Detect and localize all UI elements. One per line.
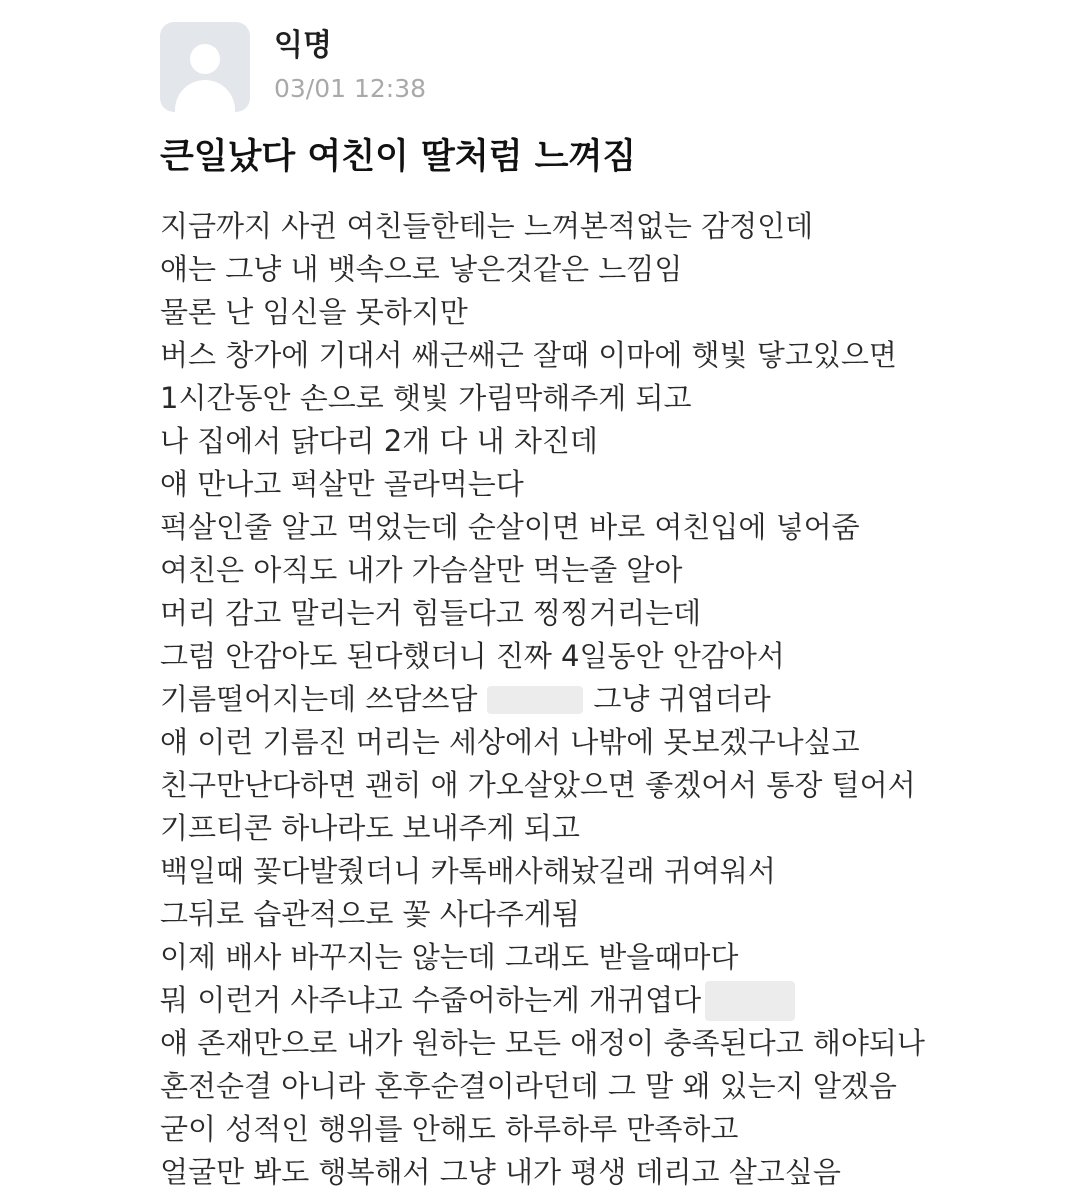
body-line-text: 백일때 꽃다발줬더니 카톡배사해놨길래 귀여워서 <box>160 854 776 888</box>
body-line <box>160 635 1060 678</box>
body-line-text: 그뒤로 습관적으로 꽃 사다주게됨 <box>160 897 580 931</box>
body-line-text: 버스 창가에 기대서 쌔근쌔근 잘때 이마에 햇빛 닿고있으면 <box>160 338 897 372</box>
avatar-placeholder-icon <box>190 44 220 74</box>
body-line-text: 친구만난다하면 괜히 애 가오살았으면 좋겠어서 통장 털어서 <box>160 768 916 802</box>
body-line-text: 굳이 성적인 행위를 안해도 하루하루 만족하고 <box>160 1112 739 1146</box>
avatar[interactable] <box>160 22 250 112</box>
body-line-text: 지금까지 사귄 여친들한테는 느껴본적없는 감정인데 <box>160 209 814 243</box>
author-name[interactable]: 익명 <box>274 28 332 63</box>
body-line-text: 퍽살인줄 알고 먹었는데 순살이면 바로 여친입에 넣어줌 <box>160 510 860 544</box>
avatar-silhouette <box>175 80 235 112</box>
body-line <box>160 420 1060 463</box>
body-line <box>160 721 1060 764</box>
body-line <box>160 334 1060 377</box>
blurred-emoticon <box>487 686 583 714</box>
body-line <box>160 549 1060 592</box>
body-line-text: 얘 만나고 퍽살만 골라먹는다 <box>160 467 524 501</box>
body-line <box>160 1022 1060 1065</box>
body-line <box>160 291 1060 334</box>
body-line <box>160 463 1060 506</box>
body-line-text: 이제 배사 바꾸지는 않는데 그래도 받을때마다 <box>160 940 739 974</box>
body-line-text: 얘는 그냥 내 뱃속으로 낳은것같은 느낌임 <box>160 252 683 286</box>
body-line <box>160 377 1060 420</box>
post-meta <box>274 22 426 106</box>
body-line-text: 물론 난 임신을 못하지만 <box>160 295 468 329</box>
body-line <box>160 1151 1060 1194</box>
body-line-text: 기름떨어지는데 쓰담쓰담 <box>160 682 478 716</box>
body-line <box>160 1108 1060 1151</box>
blurred-emoticon <box>705 981 795 1021</box>
body-line-text: 기프티콘 하나라도 보내주게 되고 <box>160 811 580 845</box>
post-header <box>160 22 426 112</box>
body-line-text: 뭐 이런거 사주냐고 수줍어하는게 개귀엽다 <box>160 983 702 1017</box>
body-line <box>160 248 1060 291</box>
body-line-text: 얼굴만 봐도 행복해서 그냥 내가 평생 데리고 살고싶음 <box>160 1155 841 1189</box>
body-line <box>160 205 1060 248</box>
body-line-text: 얘 존재만으로 내가 원하는 모든 애정이 충족된다고 해야되나 <box>160 1026 925 1060</box>
body-line-text: 여친은 아직도 내가 가슴살만 먹는줄 알아 <box>160 553 683 587</box>
body-line-text: 머리 감고 말리는거 힘들다고 찡찡거리는데 <box>160 596 702 630</box>
post-body <box>160 205 1060 1194</box>
body-line <box>160 893 1060 936</box>
body-line-text: 얘 이런 기름진 머리는 세상에서 나밖에 못보겠구나싶고 <box>160 725 860 759</box>
body-line-text: 그럼 안감아도 된다했더니 진짜 4일동안 안감아서 <box>160 639 785 673</box>
body-line <box>160 807 1060 850</box>
body-line <box>160 979 1060 1022</box>
post-timestamp: 03/01 12:38 <box>274 74 427 103</box>
body-line <box>160 678 1060 721</box>
body-line <box>160 506 1060 549</box>
body-line-text: 나 집에서 닭다리 2개 다 내 차진데 <box>160 424 598 458</box>
body-line-text: 1시간동안 손으로 햇빛 가림막해주게 되고 <box>160 381 692 415</box>
body-line <box>160 1065 1060 1108</box>
body-line <box>160 764 1060 807</box>
body-line-text: 혼전순결 아니라 혼후순결이라던데 그 말 왜 있는지 알겠음 <box>160 1069 897 1103</box>
body-line <box>160 936 1060 979</box>
post-title: 큰일났다 여친이 딸처럼 느껴짐 <box>160 137 637 177</box>
body-line-text: 그냥 귀엽더라 <box>593 682 771 716</box>
body-line <box>160 850 1060 893</box>
body-line <box>160 592 1060 635</box>
